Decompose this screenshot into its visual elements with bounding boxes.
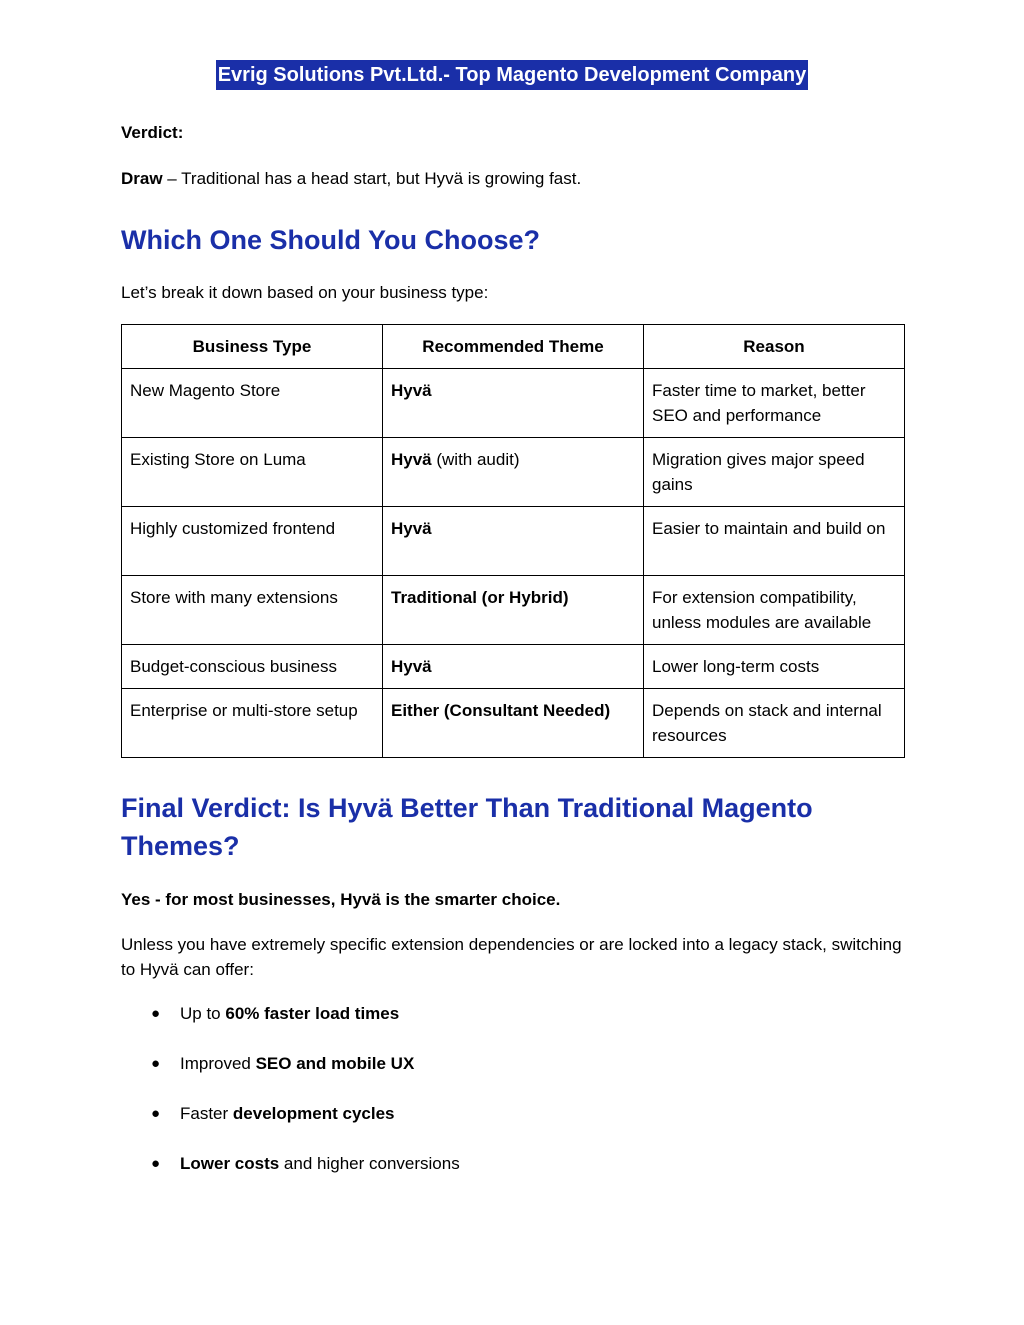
cell-theme (383, 689, 644, 758)
benefits-list (121, 1001, 460, 1201)
list-item (121, 1051, 460, 1076)
bullet-strong: Lower costs (180, 1154, 280, 1173)
cell-reason: Easier to maintain and build on (644, 507, 905, 576)
final-verdict-statement: Yes - for most businesses, Hyvä is the smarter choice. (121, 890, 561, 909)
theme-name: Either (Consultant Needed) (391, 701, 611, 720)
cell-reason: For extension compatibility, unless modules are available (644, 576, 905, 645)
cell-reason: Faster time to market, better SEO and performance (644, 369, 905, 438)
bullet-strong: 60% faster load times (225, 1004, 400, 1023)
list-item (121, 1101, 460, 1126)
theme-name: Traditional (or Hybrid) (391, 588, 569, 607)
cell-business-type: Existing Store on Luma (122, 438, 383, 507)
table-row (122, 689, 905, 758)
cell-reason: Depends on stack and internal resources (644, 689, 905, 758)
cell-theme (383, 576, 644, 645)
column-header-recommended-theme: Recommended Theme (383, 325, 644, 369)
bullet-dot-icon: ● (151, 1105, 161, 1122)
cell-business-type: Highly customized frontend (122, 507, 383, 576)
cell-theme (383, 369, 644, 438)
bullet-text: Up to (180, 1004, 226, 1023)
section-heading-choose: Which One Should You Choose? (121, 225, 540, 255)
table-row (122, 369, 905, 438)
bullet-strong: SEO and mobile UX (255, 1054, 415, 1073)
table-header-row (122, 325, 905, 369)
theme-name: Hyvä (391, 450, 432, 469)
theme-name: Hyvä (391, 381, 432, 400)
table-row (122, 507, 905, 576)
recommendation-table (121, 324, 905, 758)
list-item (121, 1001, 460, 1026)
header-banner-wrap (0, 60, 1024, 90)
verdict-line (121, 166, 581, 191)
bullet-text-after: and higher conversions (279, 1154, 460, 1173)
cell-business-type: New Magento Store (122, 369, 383, 438)
table-row (122, 576, 905, 645)
bullet-dot-icon: ● (151, 1055, 161, 1072)
bullet-text: Improved (180, 1054, 256, 1073)
section-heading-final-verdict: Final Verdict: Is Hyvä Better Than Traditional Magento Themes? (121, 793, 813, 861)
column-header-reason: Reason (644, 325, 905, 369)
final-verdict-paragraph: Unless you have extremely specific extension dependencies or are locked into a legacy stack, switching to Hyvä can offer: (121, 935, 902, 979)
company-banner: Evrig Solutions Pvt.Ltd.- Top Magento Development Company (216, 60, 809, 90)
cell-business-type: Enterprise or multi-store setup (122, 689, 383, 758)
cell-theme (383, 438, 644, 507)
theme-name: Hyvä (391, 657, 432, 676)
theme-name: Hyvä (391, 519, 432, 538)
verdict-strong: Draw (121, 169, 163, 188)
verdict-rest: – Traditional has a head start, but Hyvä is growing fast. (162, 169, 582, 188)
cell-reason: Lower long-term costs (644, 645, 905, 689)
bullet-dot-icon: ● (151, 1005, 161, 1022)
bullet-strong: development cycles (232, 1104, 395, 1123)
cell-theme (383, 645, 644, 689)
cell-theme (383, 507, 644, 576)
theme-note: (with audit) (431, 450, 520, 469)
bullet-text: Faster (180, 1104, 233, 1123)
cell-reason: Migration gives major speed gains (644, 438, 905, 507)
bullet-dot-icon: ● (151, 1155, 161, 1172)
table-row (122, 438, 905, 507)
verdict-label: Verdict: (121, 123, 184, 142)
table-row (122, 645, 905, 689)
section-intro: Let’s break it down based on your business type: (121, 283, 489, 302)
column-header-business-type: Business Type (122, 325, 383, 369)
cell-business-type: Store with many extensions (122, 576, 383, 645)
list-item (121, 1151, 460, 1176)
cell-business-type: Budget-conscious business (122, 645, 383, 689)
